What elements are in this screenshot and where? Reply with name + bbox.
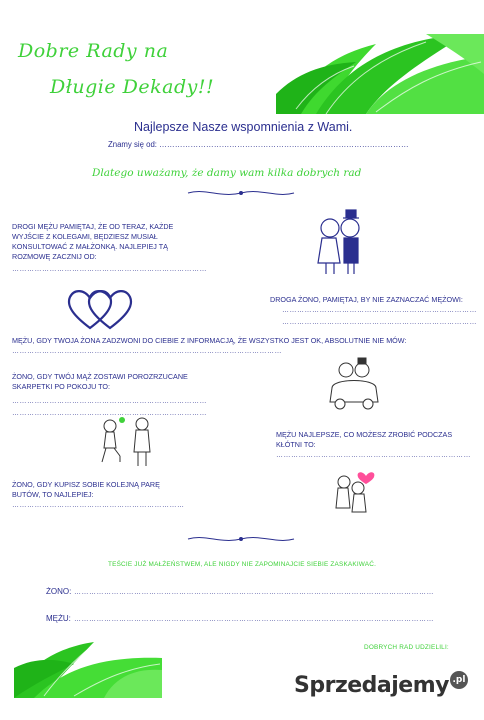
watermark-suffix-badge: .pl bbox=[450, 671, 468, 689]
advice-husband-phone-blank: ……………………………………………………………………………………………… bbox=[12, 348, 282, 355]
sprzedajemy-watermark-logo bbox=[294, 670, 468, 700]
wife-signature-blank: ……………………………………………………………………………………………………………………………… bbox=[74, 589, 434, 596]
intro-script: Dlatego uważamy, że damy wam kilka dobrych rad bbox=[92, 167, 362, 179]
advice-husband-phone: MĘŻU, GDY TWOJA ŻONA ZADZWONI DO CIEBIE Z INFORMACJĄ, ŻE WSZYSTKO JEST OK, ABSOLUTNIE NIE MÓW: bbox=[12, 336, 407, 345]
leaf-decoration-top-right bbox=[276, 34, 484, 114]
proposal-couple-illustration bbox=[96, 412, 160, 470]
wife-signature-label: ŻONO: bbox=[46, 587, 72, 596]
double-heart-icon bbox=[64, 286, 136, 332]
known-since-field: Znamy się od: …………………………………………………………………………………… bbox=[108, 140, 409, 149]
advice-wife-socks-blank-2: …………………………………………………………………… bbox=[12, 410, 207, 417]
leaf-decoration-bottom-left bbox=[14, 638, 162, 698]
couple-car-illustration bbox=[326, 356, 382, 416]
couple-heart-illustration bbox=[326, 466, 382, 516]
advice-wife-never-say-blank-1: …………………………………………………………………… bbox=[282, 307, 477, 314]
advice-wife-shoes-blank-1: …………………………………………………………… bbox=[12, 502, 185, 509]
advice-husband-quarrel-blank: …………………………………………………………………… bbox=[276, 452, 471, 459]
flourish-divider-top bbox=[186, 186, 296, 200]
husband-signature-blank: ……………………………………………………………………………………………………………………………… bbox=[74, 616, 434, 623]
advice-wife-socks-blank-1: …………………………………………………………………… bbox=[12, 398, 207, 405]
advice-wife-socks: ŻONO, GDY TWÓJ MĄŻ ZOSTAWI POROZRZUCANE SKARPETKI PO POKOJU TO: bbox=[12, 372, 188, 391]
advice-wife-never-say: DROGA ŻONO, PAMIĘTAJ, BY NIE ZAZNACZAĆ MĘŻOWI: bbox=[270, 295, 463, 304]
couple-kissing-illustration bbox=[306, 208, 376, 278]
advice-wife-never-say-blank-2: …………………………………………………………………… bbox=[282, 319, 477, 326]
advisors-label: DOBRYCH RAD UDZIELILI: bbox=[364, 644, 449, 651]
advice-husband-colleagues-blank: …………………………………………………………………… bbox=[12, 266, 207, 273]
flourish-divider-bottom bbox=[186, 532, 296, 546]
title-line-2: Długie Dekady!! bbox=[50, 76, 215, 98]
advice-wife-shoes: ŻONO, GDY KUPISZ SOBIE KOLEJNĄ PARĘ BUTÓW, TO NAJLEPIEJ: bbox=[12, 480, 160, 499]
advice-husband-colleagues: DROGI MĘŻU PAMIĘTAJ, ŻE OD TERAZ, KAŻDE WYJŚCIE Z KOLEGAMI, BĘDZIESZ MUSIAŁ KONSULTOWAĆ Z MAŁŻONKĄ. NAJLEPIEJ TĄ ROZMOWĘ ZACZNIJ OD: bbox=[12, 222, 174, 261]
title-line-1: Dobre Rady na bbox=[18, 40, 169, 62]
watermark-text: Sprzedajemy bbox=[294, 672, 449, 698]
subtitle: Najlepsze Nasze wspomnienia z Wami. bbox=[134, 120, 353, 134]
advice-husband-quarrel: MĘŻU NAJLEPSZE, CO MOŻESZ ZROBIĆ PODCZAS KŁÓTNI TO: bbox=[276, 430, 453, 449]
surprise-message: TEŚCIE JUŻ MAŁŻEŃSTWEM, ALE NIGDY NIE ZAPOMINAJCIE SIEBIE ZASKAKIWAĆ. bbox=[108, 561, 377, 568]
husband-signature-label: MĘŻU: bbox=[46, 614, 71, 623]
